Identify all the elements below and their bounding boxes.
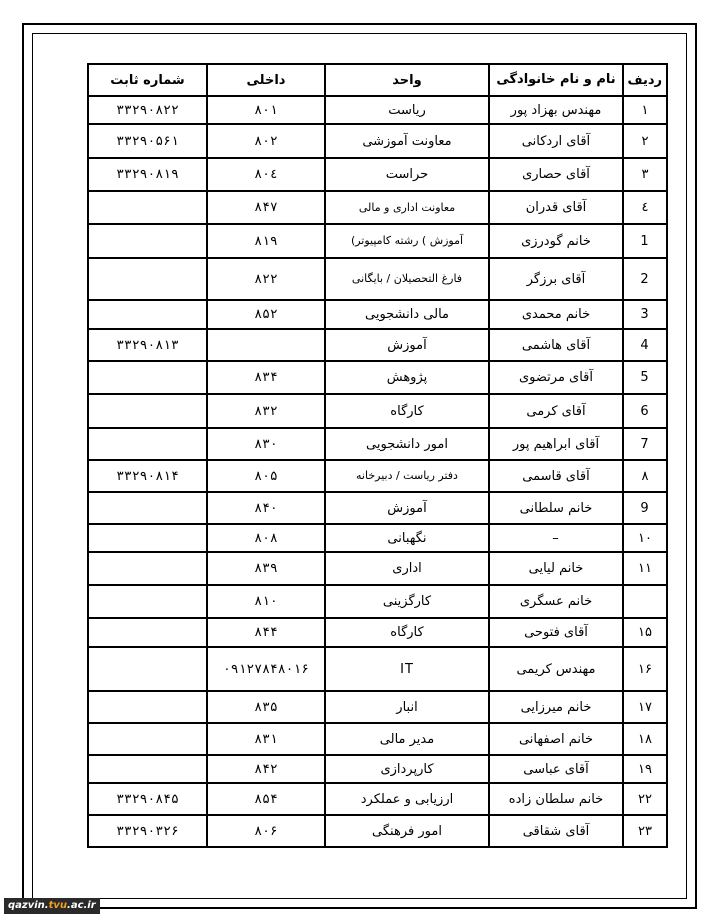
row-number-cell: 4 xyxy=(623,329,667,361)
phone-cell: ۳۳۲۹۰۸۱۳ xyxy=(88,329,207,361)
name-cell: آقای حصاری xyxy=(489,158,623,191)
name-cell: آقای فتوحی xyxy=(489,618,623,647)
extension-cell: ۸۰۲ xyxy=(207,124,325,158)
phone-cell: ۳۳۲۹۰۸۴۵ xyxy=(88,783,207,815)
phone-cell xyxy=(88,723,207,755)
table-row xyxy=(88,552,667,585)
extension-cell: ۸۱۹ xyxy=(207,224,325,258)
unit-cell: IT xyxy=(325,647,489,691)
table-row xyxy=(88,723,667,755)
row-number-cell: ۳ xyxy=(623,158,667,191)
name-cell: آقای عباسی xyxy=(489,755,623,783)
phone-cell xyxy=(88,524,207,552)
unit-cell: کارگاه xyxy=(325,394,489,428)
name-cell: – xyxy=(489,524,623,552)
unit-cell: اداری xyxy=(325,552,489,585)
phone-cell: ۳۳۲۹۰۸۱۹ xyxy=(88,158,207,191)
row-number-cell xyxy=(623,585,667,618)
row-number-cell: 3 xyxy=(623,300,667,329)
name-cell: آقای برزگر xyxy=(489,258,623,300)
extension-cell: ۸۳۴ xyxy=(207,361,325,394)
unit-cell: نگهبانی xyxy=(325,524,489,552)
phone-cell xyxy=(88,361,207,394)
header-extension: داخلی xyxy=(207,64,325,96)
extension-cell: ۸۰۵ xyxy=(207,460,325,492)
name-cell: خانم گودرزی xyxy=(489,224,623,258)
unit-cell: فارغ التحصیلان / بایگانی xyxy=(325,258,489,300)
row-number-cell: ۱۷ xyxy=(623,691,667,723)
table-row xyxy=(88,585,667,618)
table-row xyxy=(88,618,667,647)
extension-cell: ۸۱۰ xyxy=(207,585,325,618)
unit-cell: دفتر ریاست / دبیرخانه xyxy=(325,460,489,492)
name-cell: آقای قاسمی xyxy=(489,460,623,492)
unit-cell: حراست xyxy=(325,158,489,191)
watermark-highlight: tvu xyxy=(48,900,68,911)
phone-cell: ۳۳۲۹۰۳۲۶ xyxy=(88,815,207,847)
name-cell: آقای ابراهیم پور xyxy=(489,428,623,460)
phone-cell xyxy=(88,585,207,618)
name-cell: خانم محمدی xyxy=(489,300,623,329)
phone-cell xyxy=(88,691,207,723)
table-row xyxy=(88,300,667,329)
table-row xyxy=(88,191,667,224)
table-row xyxy=(88,124,667,158)
unit-cell: ارزیابی و عملکرد xyxy=(325,783,489,815)
unit-cell: آموزش ) رشته کامپیوتر) xyxy=(325,224,489,258)
table-row xyxy=(88,647,667,691)
table-row xyxy=(88,361,667,394)
contacts-table xyxy=(87,63,668,848)
name-cell: خانم میرزایی xyxy=(489,691,623,723)
name-cell: آقای هاشمی xyxy=(489,329,623,361)
table-header-row xyxy=(88,64,667,96)
unit-cell: پژوهش xyxy=(325,361,489,394)
phone-cell: ۳۳۲۹۰۸۲۲ xyxy=(88,96,207,124)
row-number-cell: ۱۵ xyxy=(623,618,667,647)
phone-cell: ۳۳۲۹۰۵۶۱ xyxy=(88,124,207,158)
name-cell: خانم لیایی xyxy=(489,552,623,585)
name-cell: آقای اردکانی xyxy=(489,124,623,158)
table-row xyxy=(88,524,667,552)
table-row xyxy=(88,691,667,723)
extension-cell xyxy=(207,329,325,361)
table-row xyxy=(88,394,667,428)
extension-cell: ۸۳۲ xyxy=(207,394,325,428)
row-number-cell: ۱ xyxy=(623,96,667,124)
extension-cell: ۸۴۷ xyxy=(207,191,325,224)
name-cell: خانم عسگری xyxy=(489,585,623,618)
table-row xyxy=(88,158,667,191)
phone-cell xyxy=(88,755,207,783)
extension-cell: ۸۳۰ xyxy=(207,428,325,460)
row-number-cell: 1 xyxy=(623,224,667,258)
extension-cell: ۸۵۲ xyxy=(207,300,325,329)
row-number-cell: ٤ xyxy=(623,191,667,224)
extension-cell: ۸۰۸ xyxy=(207,524,325,552)
unit-cell: مالی دانشجویی xyxy=(325,300,489,329)
name-cell: مهندس بهزاد پور xyxy=(489,96,623,124)
phone-cell xyxy=(88,224,207,258)
row-number-cell: ۱۶ xyxy=(623,647,667,691)
table-row xyxy=(88,329,667,361)
extension-cell: ۰۹۱۲۷۸۴۸۰۱۶ xyxy=(207,647,325,691)
header-row-number: ردیف xyxy=(623,64,667,96)
table-row xyxy=(88,755,667,783)
name-cell: خانم اصفهانی xyxy=(489,723,623,755)
unit-cell: امور فرهنگی xyxy=(325,815,489,847)
row-number-cell: ۱۹ xyxy=(623,755,667,783)
unit-cell: امور دانشجویی xyxy=(325,428,489,460)
extension-cell: ۸۰۱ xyxy=(207,96,325,124)
unit-cell: آموزش xyxy=(325,492,489,524)
phone-cell xyxy=(88,618,207,647)
unit-cell: مدیر مالی xyxy=(325,723,489,755)
unit-cell: کارپردازی xyxy=(325,755,489,783)
unit-cell: آموزش xyxy=(325,329,489,361)
row-number-cell: 5 xyxy=(623,361,667,394)
unit-cell: انبار xyxy=(325,691,489,723)
table-row xyxy=(88,783,667,815)
row-number-cell: ۸ xyxy=(623,460,667,492)
table-row xyxy=(88,460,667,492)
row-number-cell: ۱۸ xyxy=(623,723,667,755)
name-cell: خانم سلطانی xyxy=(489,492,623,524)
table-row xyxy=(88,258,667,300)
name-cell: آقای شقاقی xyxy=(489,815,623,847)
unit-cell: کارگزینی xyxy=(325,585,489,618)
phone-cell: ۳۳۲۹۰۸۱۴ xyxy=(88,460,207,492)
phone-cell xyxy=(88,428,207,460)
site-watermark xyxy=(4,898,100,914)
row-number-cell: ۲۲ xyxy=(623,783,667,815)
unit-cell: معاونت اداری و مالی xyxy=(325,191,489,224)
header-unit: واحد xyxy=(325,64,489,96)
table-row xyxy=(88,224,667,258)
extension-cell: ۸۳۵ xyxy=(207,691,325,723)
row-number-cell: 2 xyxy=(623,258,667,300)
name-cell: آقای کرمی xyxy=(489,394,623,428)
name-cell: آقای قدران xyxy=(489,191,623,224)
phone-cell xyxy=(88,552,207,585)
extension-cell: ۸۴۴ xyxy=(207,618,325,647)
name-cell: آقای مرتضوی xyxy=(489,361,623,394)
extension-cell: ۸۰٤ xyxy=(207,158,325,191)
header-name: نام و نام خانوادگی xyxy=(489,64,623,96)
phone-cell xyxy=(88,258,207,300)
name-cell: مهندس کریمی xyxy=(489,647,623,691)
header-phone: شماره ثابت xyxy=(88,64,207,96)
row-number-cell: ۱۰ xyxy=(623,524,667,552)
name-cell: خانم سلطان زاده xyxy=(489,783,623,815)
row-number-cell: 7 xyxy=(623,428,667,460)
phone-cell xyxy=(88,394,207,428)
phone-cell xyxy=(88,647,207,691)
unit-cell: کارگاه xyxy=(325,618,489,647)
extension-cell: ۸۵۴ xyxy=(207,783,325,815)
watermark-suffix: .ac.ir xyxy=(67,900,96,911)
table-row xyxy=(88,492,667,524)
extension-cell: ۸۳۹ xyxy=(207,552,325,585)
table-row xyxy=(88,96,667,124)
watermark-prefix: qazvin. xyxy=(8,900,49,911)
table-body xyxy=(88,96,667,847)
unit-cell: معاونت آموزشی xyxy=(325,124,489,158)
row-number-cell: ۱۱ xyxy=(623,552,667,585)
extension-cell: ۸۴۲ xyxy=(207,755,325,783)
row-number-cell: ۲ xyxy=(623,124,667,158)
table-row xyxy=(88,815,667,847)
row-number-cell: 6 xyxy=(623,394,667,428)
extension-cell: ۸۰۶ xyxy=(207,815,325,847)
phone-cell xyxy=(88,492,207,524)
extension-cell: ۸۴۰ xyxy=(207,492,325,524)
row-number-cell: 9 xyxy=(623,492,667,524)
phone-cell xyxy=(88,191,207,224)
unit-cell: ریاست xyxy=(325,96,489,124)
extension-cell: ۸۳۱ xyxy=(207,723,325,755)
row-number-cell: ۲۳ xyxy=(623,815,667,847)
phone-cell xyxy=(88,300,207,329)
table-row xyxy=(88,428,667,460)
extension-cell: ۸۲۲ xyxy=(207,258,325,300)
